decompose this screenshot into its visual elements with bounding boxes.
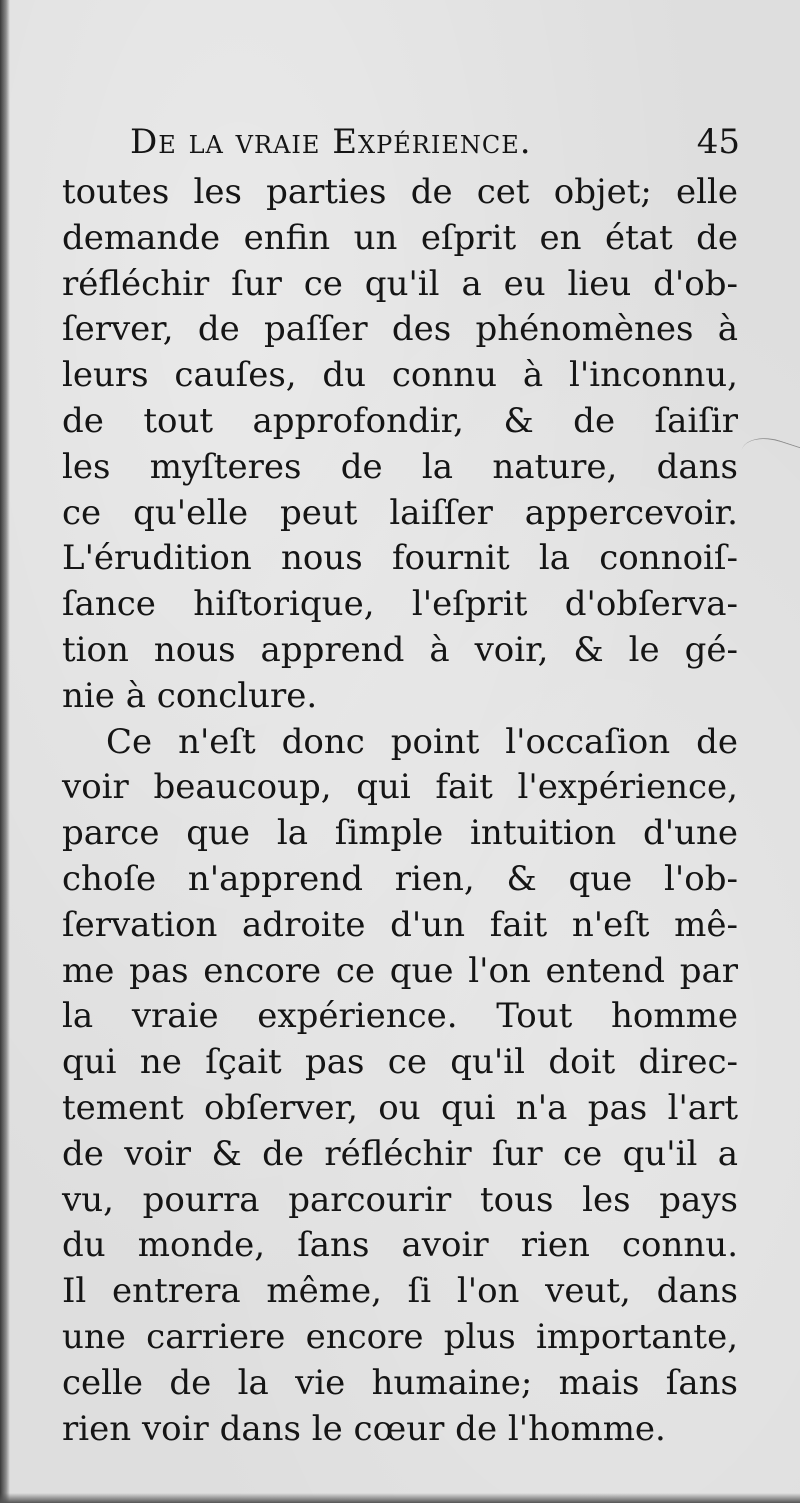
- text-line: tement obſerver, ou qui n'a pas l'art: [62, 1087, 738, 1128]
- text-line: demande enfin un eſprit en état de: [62, 217, 738, 258]
- text-line: ce qu'elle peut laiſſer appercevoir.: [62, 492, 738, 533]
- text-line: parce que la ſimple intuition d'une: [62, 813, 738, 854]
- running-title: De la vraie Expérience.: [130, 122, 532, 162]
- text-line: la vraie expérience. Tout homme: [62, 996, 738, 1037]
- text-line: ſervation adroite d'un fait n'eſt mê-: [62, 904, 738, 945]
- text-line: leurs cauſes, du connu à l'inconnu,: [62, 355, 738, 396]
- page-number: 45: [696, 122, 740, 162]
- text-line: me pas encore ce que l'on entend par: [62, 950, 738, 991]
- text-line: Ce n'eſt donc point l'occaſion de: [106, 721, 738, 762]
- text-line: rien voir dans le cœur de l'homme.: [62, 1408, 666, 1449]
- text-line: une carriere encore plus importante,: [62, 1316, 738, 1357]
- paragraph-1: [62, 170, 738, 720]
- page-bottom-shadow: [0, 1493, 800, 1503]
- text-line: de voir & de réfléchir ſur ce qu'il a: [62, 1133, 738, 1174]
- text-line: qui ne ſçait pas ce qu'il doit direc-: [62, 1042, 738, 1083]
- text-line: voir beaucoup, qui fait l'expérience,: [62, 767, 738, 808]
- text-line: choſe n'apprend rien, & que l'ob-: [62, 858, 738, 899]
- text-line: celle de la vie humaine; mais ſans: [62, 1362, 738, 1403]
- text-line: vu, pourra parcourir tous les pays: [62, 1179, 738, 1220]
- text-line: L'érudition nous fournit la connoiſ-: [62, 538, 738, 579]
- paper-crease: [735, 430, 800, 491]
- text-line: ſance hiſtorique, l'eſprit d'obſerva-: [62, 584, 738, 625]
- text-line: tion nous apprend à voir, & le gé-: [62, 629, 738, 670]
- text-line: les myſteres de la nature, dans: [62, 446, 738, 487]
- text-line: nie à conclure.: [62, 675, 318, 716]
- page-gutter-shadow: [0, 0, 10, 1503]
- page-header: [62, 122, 740, 166]
- body-text: [62, 170, 738, 1452]
- text-line: Il entrera même, ſi l'on veut, dans: [62, 1271, 738, 1312]
- text-line: de tout approfondir, & de ſaiſir: [62, 400, 738, 441]
- text-line: toutes les parties de cet objet; elle: [62, 172, 738, 212]
- text-line: ſerver, de paſſer des phénomènes à: [62, 309, 738, 350]
- text-line: du monde, ſans avoir rien connu.: [62, 1225, 738, 1266]
- text-line: réfléchir ſur ce qu'il a eu lieu d'ob-: [62, 263, 738, 304]
- paragraph-2: [62, 720, 738, 1453]
